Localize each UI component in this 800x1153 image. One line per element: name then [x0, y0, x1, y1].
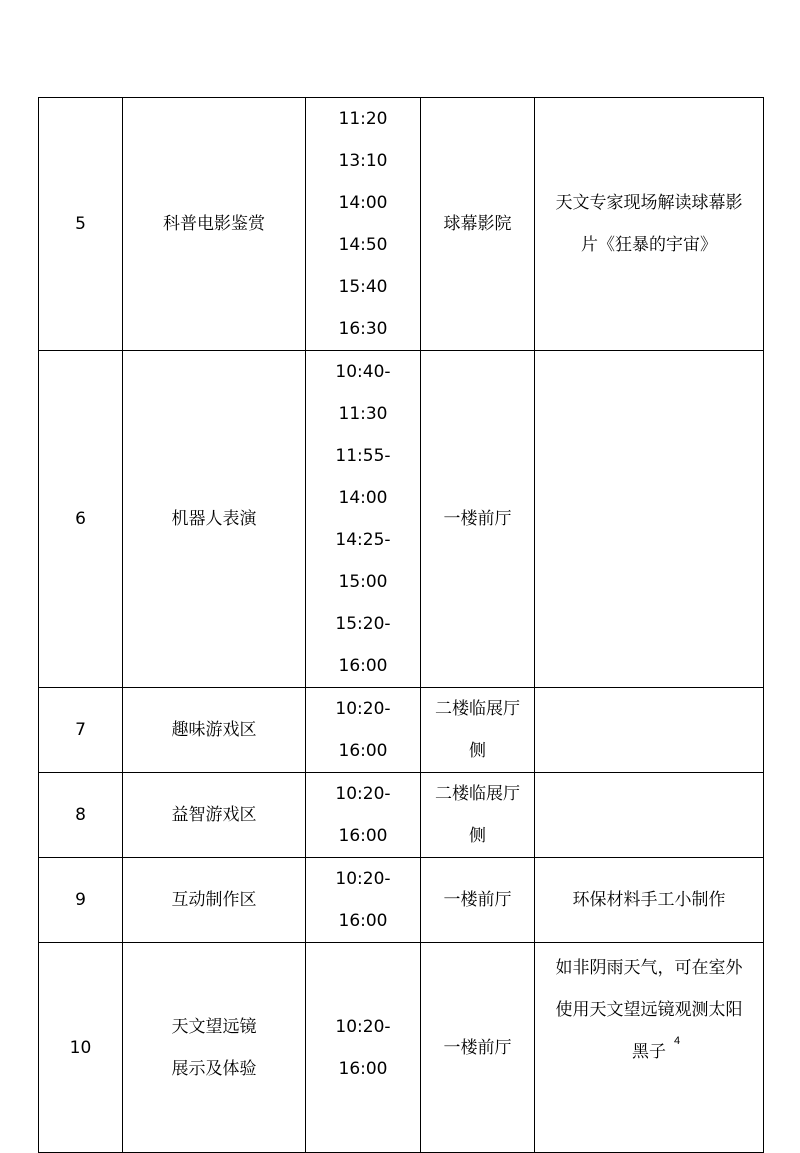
venue-line: 侧: [469, 741, 486, 761]
activity-times: [306, 943, 421, 1153]
activity-times: [306, 688, 421, 773]
activity-venue: [421, 858, 535, 943]
time-slot: 10:20-16:00: [335, 869, 391, 931]
note-line: 使用天文望远镜观测太阳: [555, 1000, 743, 1020]
activity-name: [123, 351, 306, 688]
activity-name-line: 趣味游戏区: [171, 720, 257, 740]
time-slot: 10:20-16:00: [335, 1016, 391, 1079]
activity-venue: [421, 688, 535, 773]
activity-times: [306, 773, 421, 858]
time-slot: 10:20-16:00: [335, 784, 391, 846]
activity-note: [535, 943, 764, 1153]
activity-name: [123, 858, 306, 943]
note-line: 黑子: [632, 1042, 666, 1062]
activity-name-line: 科普电影鉴赏: [163, 214, 265, 234]
note-line: 片《狂暴的宇宙》: [581, 235, 717, 255]
venue-line: 侧: [469, 826, 486, 846]
row-number: 8: [39, 773, 123, 858]
activity-name-line: 展示及体验: [171, 1058, 257, 1079]
activity-name-line: 互动制作区: [171, 890, 257, 910]
time-slot: 15:20-16:00: [335, 614, 391, 676]
activity-venue: [421, 98, 535, 351]
note-line: 环保材料手工小制作: [572, 890, 726, 910]
row-number: 6: [39, 351, 123, 688]
table-row: [39, 943, 764, 1153]
activity-venue: [421, 773, 535, 858]
time-slot: 14:50: [338, 235, 388, 255]
row-number: 10: [39, 943, 123, 1153]
time-slot: 11:55-14:00: [335, 446, 391, 508]
note-line: 天文专家现场解读球幕影: [555, 193, 743, 213]
activity-name: [123, 98, 306, 351]
activity-times: [306, 351, 421, 688]
activity-name-line: 益智游戏区: [171, 805, 257, 825]
venue-line: 二楼临展厅: [435, 784, 520, 804]
table-row: [39, 688, 764, 773]
note-line: 如非阴雨天气，可在室外: [555, 958, 743, 978]
activity-note: [535, 98, 764, 351]
time-slot: 14:00: [338, 193, 388, 213]
time-slot: 16:30: [338, 319, 388, 339]
activity-schedule-table: [38, 97, 764, 1153]
activity-times: [306, 858, 421, 943]
time-slot: 10:20-16:00: [335, 699, 391, 761]
venue-line: 一楼前厅: [443, 509, 512, 529]
activity-note: [535, 773, 764, 858]
activity-name-line: 天文望远镜: [171, 1016, 257, 1037]
activity-note: [535, 351, 764, 688]
activity-name-line: 机器人表演: [171, 509, 257, 529]
time-slot: 15:40: [338, 277, 388, 297]
venue-line: 球幕影院: [443, 214, 512, 234]
activity-name: [123, 773, 306, 858]
time-slot: 11:20: [338, 109, 388, 129]
row-number: 9: [39, 858, 123, 943]
activity-name: [123, 943, 306, 1153]
venue-line: 一楼前厅: [443, 1037, 512, 1058]
activity-venue: [421, 943, 535, 1153]
page-number: 4: [674, 1035, 681, 1047]
table-row: [39, 773, 764, 858]
time-slot: 10:40-11:30: [335, 362, 391, 424]
venue-line: 二楼临展厅: [435, 699, 520, 719]
table-row: [39, 858, 764, 943]
table-row: [39, 351, 764, 688]
activity-name: [123, 688, 306, 773]
row-number: 7: [39, 688, 123, 773]
activity-note: [535, 858, 764, 943]
activity-venue: [421, 351, 535, 688]
time-slot: 14:25-15:00: [335, 530, 391, 592]
time-slot: 13:10: [338, 151, 388, 171]
row-number: 5: [39, 98, 123, 351]
activity-times: [306, 98, 421, 351]
table-row: [39, 98, 764, 351]
venue-line: 一楼前厅: [443, 890, 512, 910]
activity-note: [535, 688, 764, 773]
